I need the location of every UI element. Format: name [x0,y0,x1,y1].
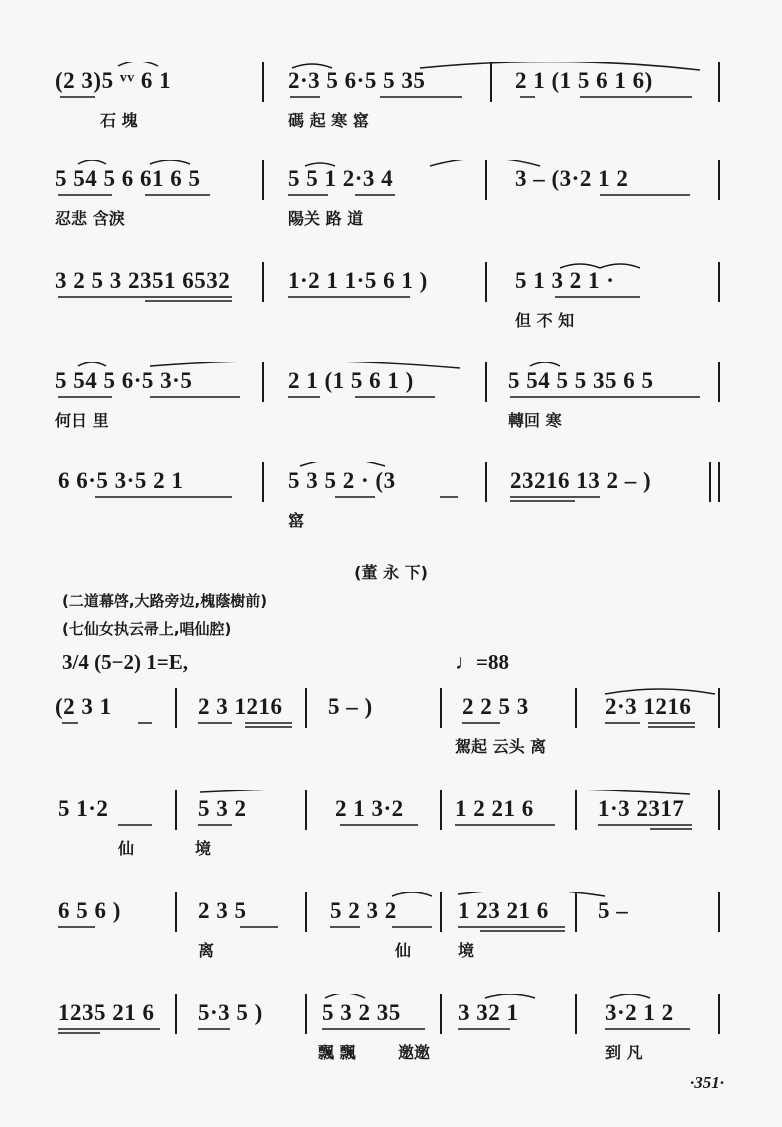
notes-segment: (2 3 1 [55,694,112,719]
notes-segment: 2 3 5 [198,898,247,923]
barline [440,892,442,932]
notes-segment: 5 54 5 5 35 6 5 [508,368,654,393]
notes-segment: 1 23 21 6 [458,898,549,923]
notes-segment: 1·3 2317 [598,796,685,821]
barline [575,790,577,830]
notes-segment: 3·2 1 2 [605,1000,674,1025]
staff-system-2 [0,160,782,240]
barline [718,790,720,830]
notes-segment: 5 2 3 2 [330,898,397,923]
barline [262,462,264,502]
notes-segment: 2 3 1216 [198,694,283,719]
final-barline [718,462,720,502]
lyric-text: 仙 [395,941,412,960]
notes-segment: 23216 13 2 – ) [510,468,652,493]
lyric-text: 轉回 寒 [508,411,562,430]
staff-system-5 [0,462,782,542]
barline [262,160,264,200]
stage-direction: (二道幕啓,大路旁边,槐蔭樹前) [62,592,268,610]
barline [575,892,577,932]
barline [305,892,307,932]
notes-segment: 5 1 3 2 1 · [515,268,615,293]
notes-segment: 5 54 5 6 61 6 5 [55,166,201,191]
barline [305,790,307,830]
barline [718,62,720,102]
staff-system-7 [0,790,782,870]
notes-segment: 3 32 1 [458,1000,519,1025]
lyric-text: 窰 [288,511,305,530]
lyric-text: 到 凡 [605,1043,643,1062]
notes-segment: 5 3 2 [198,796,247,821]
notes-segment: 2 1 (1 5 6 1 ) [288,368,414,393]
notes-segment: 3 – (3·2 1 2 [515,166,629,191]
barline [305,994,307,1034]
barline [718,262,720,302]
lyric-text: 境 [195,839,212,858]
notes-segment: 5 1·2 [58,796,109,821]
lyric-text: 石 塊 [100,111,138,130]
notes-segment: 5 5 1 2·3 4 [288,166,394,191]
barline [440,790,442,830]
barline [440,688,442,728]
notes-segment: 6 5 6 ) [58,898,121,923]
barline [485,160,487,200]
notes-segment: 1235 21 6 [58,1000,155,1025]
notes-segment: 5 3 5 2 · (3 [288,468,396,493]
notes-segment: 5 54 5 6·5 3·5 [55,368,193,393]
lyric-text: 境 [458,941,475,960]
lyric-text: 但 不 知 [515,311,575,330]
barline [718,160,720,200]
barline [440,994,442,1034]
barline [175,892,177,932]
staff-system-4 [0,362,782,442]
notes-segment: (2 3)5 ᵛᵛ 6 1 [55,68,172,93]
tempo-mark: ♩=88 [455,650,509,674]
scene-heading: (董 永 下) [354,563,428,582]
barline [718,892,720,932]
barline [718,362,720,402]
barline [262,362,264,402]
notes-segment: 2·3 1216 [605,694,692,719]
lyric-text: 离 [198,941,215,960]
barline [175,790,177,830]
notes-segment: 1 2 21 6 [455,796,534,821]
barline [175,688,177,728]
notes-segment: 2·3 5 6·5 5 35 [288,68,426,93]
notes-segment: 5 3 2 35 [322,1000,401,1025]
lyric-text: 碼 起 寒 窰 [288,111,369,130]
notes-segment: 2 1 3·2 [335,796,404,821]
staff-system-3 [0,262,782,342]
barline [718,994,720,1034]
staff-system-1 [0,62,782,142]
notes-segment: 2 2 5 3 [462,694,529,719]
lyric-text: 仙 [118,839,135,858]
page-number: ·351· [690,1073,724,1092]
notes-segment: 3 2 5 3 2351 6532 [55,268,231,293]
barline [485,362,487,402]
staff-system-9 [0,994,782,1074]
barline [175,994,177,1034]
lyric-text: 忍悲 含淚 [55,209,125,228]
staff-system-8 [0,892,782,972]
time-key-signature: 3/4 (5−2) 1=E, [62,650,189,674]
barline [490,62,492,102]
barline [485,462,487,502]
notes-segment: 5·3 5 ) [198,1000,263,1025]
notes-segment: 2 1 (1 5 6 1 6) [515,68,653,93]
barline [575,688,577,728]
notes-segment: 5 – ) [328,694,373,719]
notes-segment: 1·2 1 1·5 6 1 ) [288,268,428,293]
lyric-text: 駕起 云头 离 [455,737,547,756]
barline [718,688,720,728]
staff-system-6 [0,688,782,768]
lyric-text: 何日 里 [55,411,109,430]
barline [262,62,264,102]
notes-segment: 6 6·5 3·5 2 1 [58,468,184,493]
lyric-text: 陽关 路 道 [288,209,364,228]
barline [262,262,264,302]
stage-direction: (七仙女执云帚上,唱仙腔) [62,620,232,638]
barline [305,688,307,728]
lyric-text: 飄 飄 [318,1043,356,1062]
lyric-text: 邀邀 [398,1043,431,1062]
barline [575,994,577,1034]
notes-segment: 5 – [598,898,629,923]
barline [485,262,487,302]
